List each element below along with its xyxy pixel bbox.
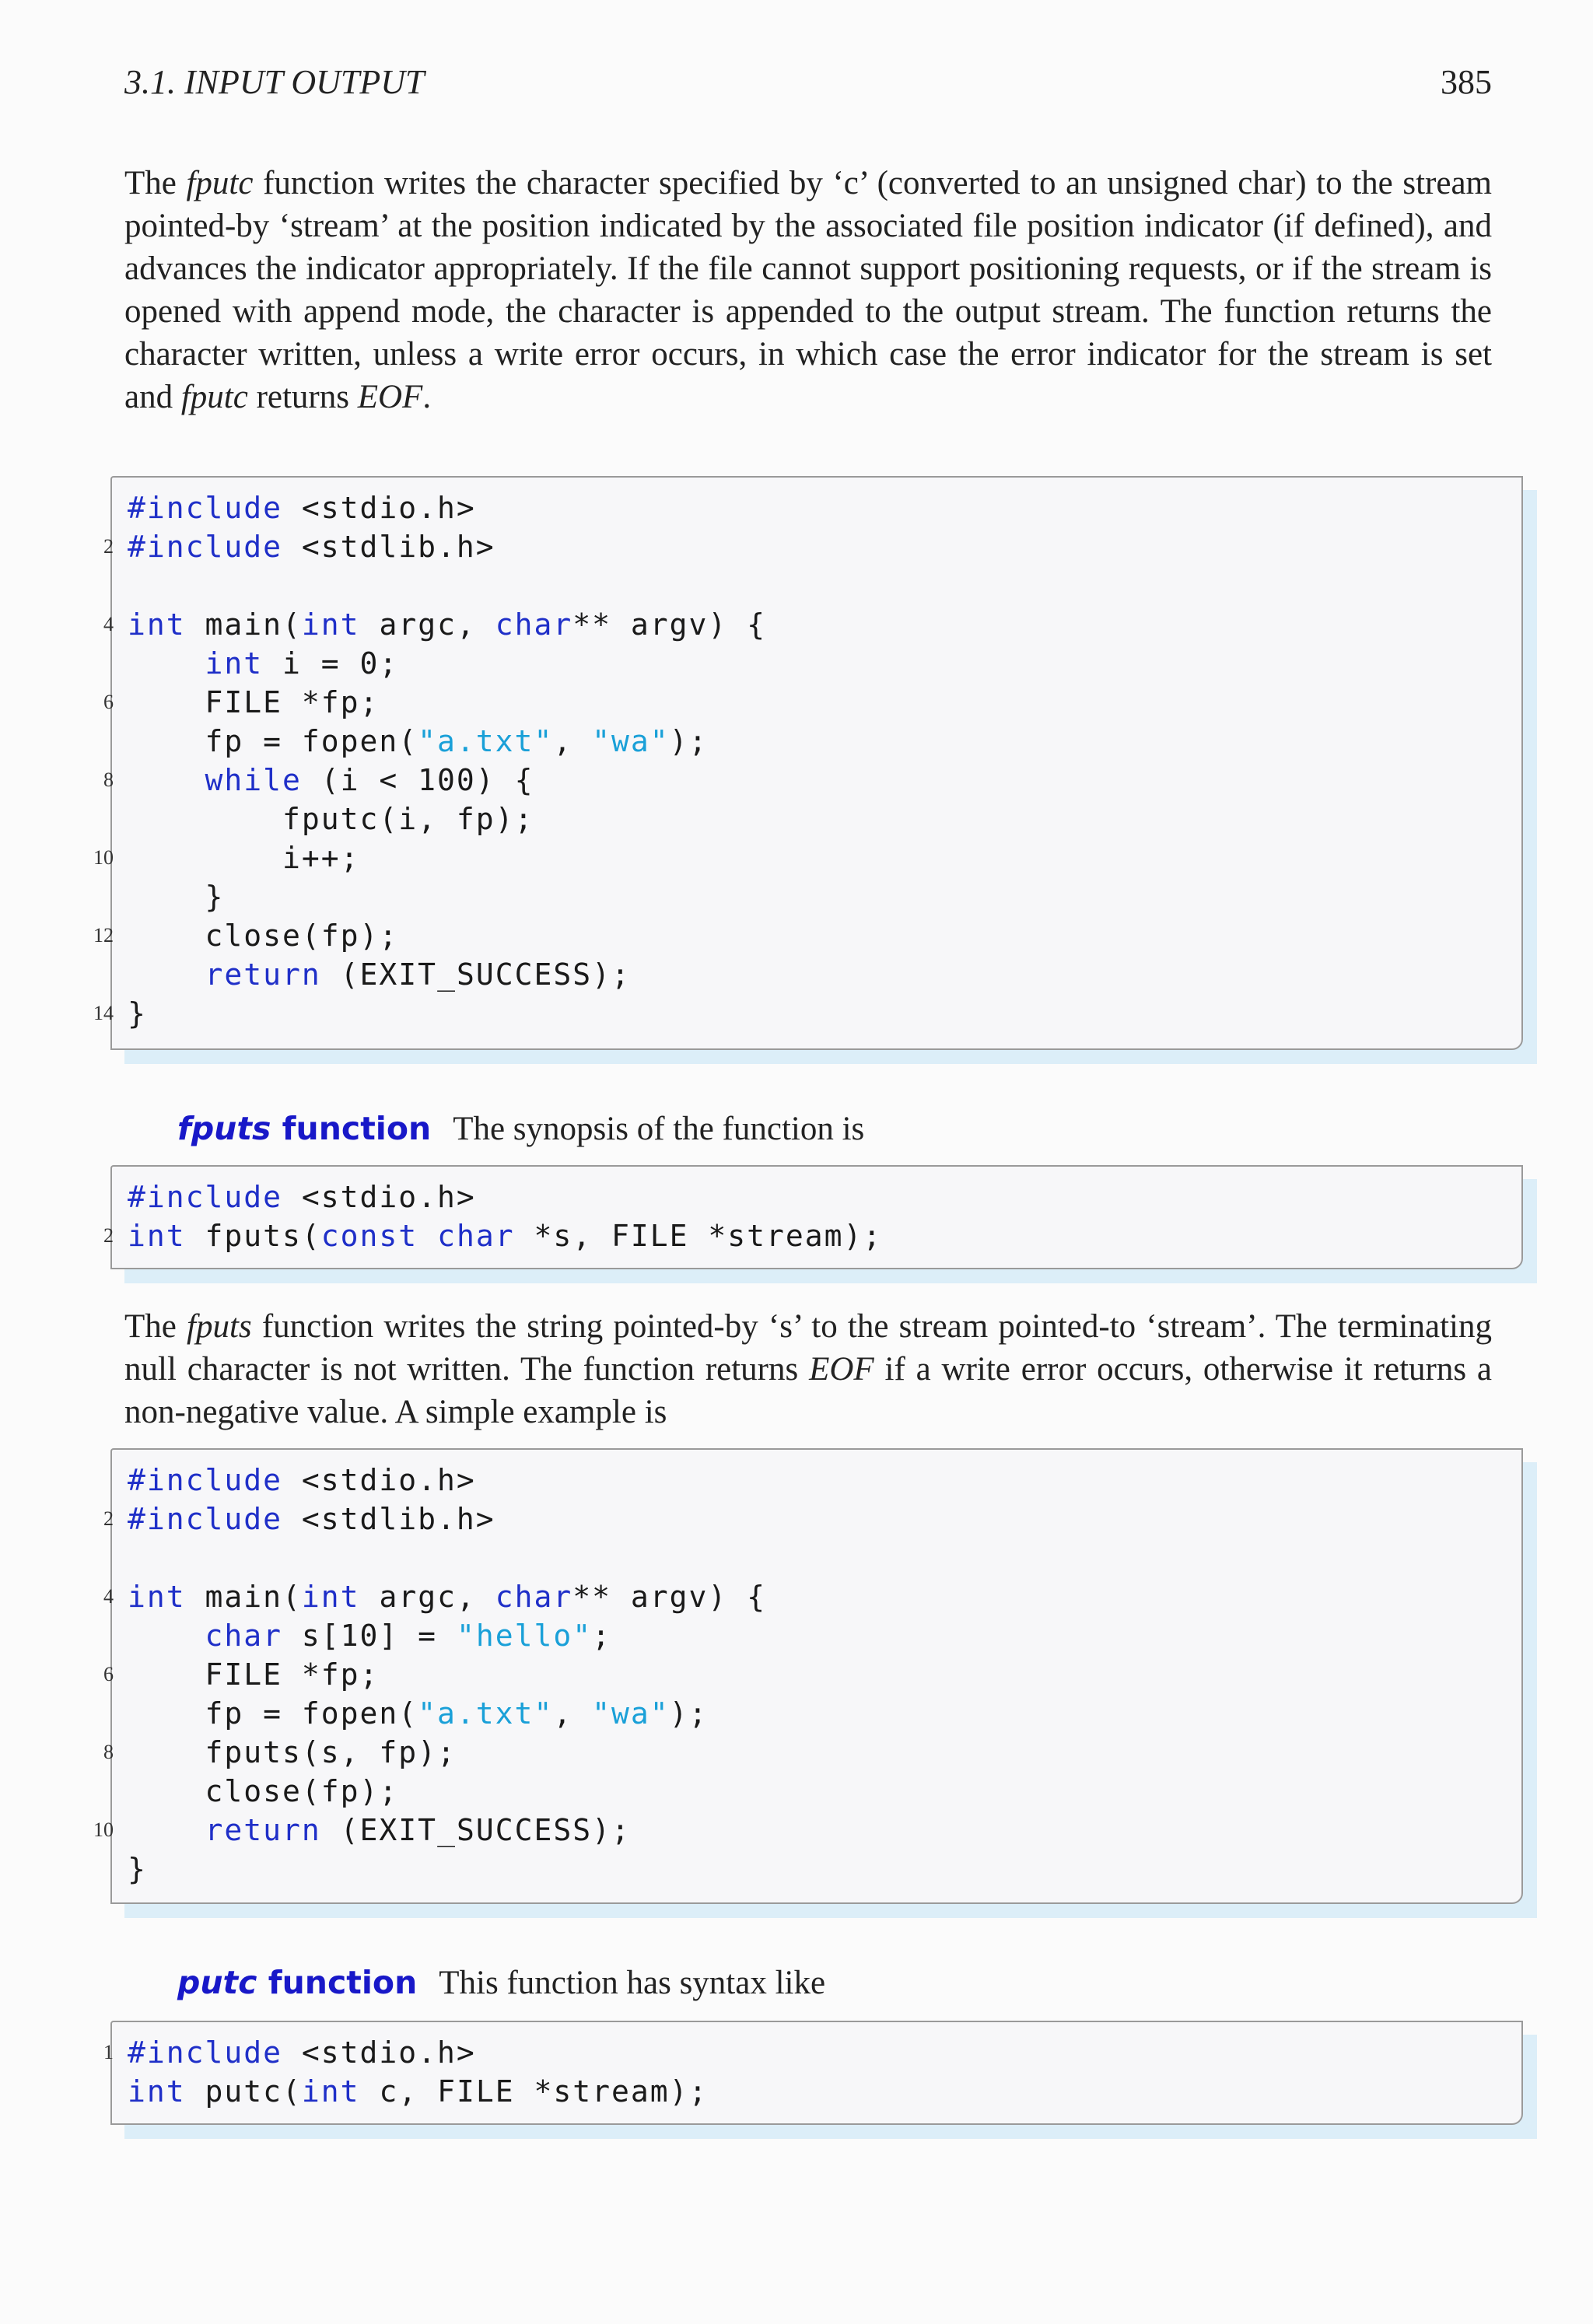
italic-term: fputc	[186, 165, 254, 201]
text-run: if a write error occurs, otherwise it returns a non-negative value. A simple example is	[124, 1351, 1492, 1430]
code-lines	[93, 488, 1521, 1033]
code-text: fputs(s, fp);	[128, 1735, 457, 1769]
code-keyword: char	[495, 1580, 573, 1614]
code-string: "wa"	[592, 724, 670, 758]
code-text: close(fp);	[128, 919, 399, 953]
code-line	[128, 1850, 1521, 1888]
code-listing-fputs-example	[93, 1448, 1523, 1904]
italic-term: EOF	[357, 379, 423, 415]
line-number: 2	[103, 1507, 114, 1530]
code-line	[103, 761, 1521, 800]
code-text: }	[128, 880, 225, 914]
code-text: argc,	[359, 1580, 495, 1614]
code-text: argc,	[359, 607, 495, 642]
code-line	[103, 2033, 1521, 2072]
text-run: The	[124, 1308, 187, 1345]
line-number: 2	[103, 1224, 114, 1247]
code-line	[128, 1178, 1521, 1216]
code-text: <stdlib.h>	[282, 530, 495, 564]
code-keyword: int	[128, 1219, 186, 1253]
code-keyword: int	[301, 2074, 360, 2109]
code-string: "hello"	[456, 1619, 593, 1653]
code-line	[93, 994, 1521, 1033]
code-text: (i < 100) {	[301, 763, 534, 797]
text-run: returns	[247, 379, 358, 415]
code-line	[128, 722, 1521, 761]
text-run: function writes the string pointed-by ‘s’ to the stream pointed-to ‘stream’. The terminating null character is not written. The function returns	[124, 1308, 1492, 1388]
code-text: ** argv) {	[572, 1580, 767, 1614]
code-text	[128, 1619, 205, 1653]
code-line	[128, 2072, 1521, 2111]
code-line	[128, 955, 1521, 994]
text-run: function writes the character specified by ‘c’ (converted to an unsigned char) to the stream pointed-by ‘stream’ at the position indicated by the associated file position indicator (if defined), and advances the indicator appropriately. If the file cannot support positioning requests, or if the stream is opened with append mode, the character is appended to the output stream. The function returns the character written, unless a write error occurs, in which case the error indicator for the stream is set and	[124, 165, 1492, 415]
code-keyword: int	[128, 607, 186, 642]
code-line	[128, 1616, 1521, 1655]
code-keyword: #include	[128, 1502, 283, 1536]
code-listing-putc-synopsis	[103, 2021, 1523, 2125]
code-line	[128, 566, 1521, 605]
code-string: "wa"	[592, 1696, 670, 1731]
code-keyword: const char	[320, 1219, 515, 1253]
italic-term: EOF	[809, 1351, 874, 1388]
code-text: s[10] =	[282, 1619, 457, 1653]
code-text: (EXIT_SUCCESS);	[320, 957, 631, 992]
code-line	[128, 800, 1521, 838]
code-keyword: int	[301, 1580, 360, 1614]
code-text	[128, 646, 205, 681]
code-text: ,	[553, 1696, 593, 1731]
code-keyword: char	[495, 607, 573, 642]
line-number: 14	[93, 1002, 114, 1024]
code-text: main(	[185, 607, 302, 642]
line-number: 4	[103, 1585, 114, 1608]
code-text	[128, 957, 205, 992]
code-keyword: int	[128, 2074, 186, 2109]
code-line	[103, 1500, 1521, 1538]
code-line	[103, 1577, 1521, 1616]
putc-intro-text: This function has syntax like	[439, 1965, 826, 2001]
fputc-description	[124, 162, 1492, 418]
code-line	[128, 488, 1521, 527]
text-run: .	[422, 379, 432, 415]
code-text: close(fp);	[128, 1774, 399, 1808]
code-keyword: int	[301, 607, 360, 642]
code-lines	[103, 2033, 1521, 2111]
code-text: ,	[553, 724, 593, 758]
code-keyword: char	[205, 1619, 283, 1653]
code-line	[93, 838, 1521, 877]
code-text	[128, 1813, 205, 1847]
code-text: <stdio.h>	[282, 1180, 476, 1214]
code-lines	[103, 1178, 1521, 1255]
line-number: 10	[93, 846, 114, 869]
fputs-intro-text: The synopsis of the function is	[453, 1111, 865, 1147]
section-title: 3.1. INPUT OUTPUT	[124, 63, 425, 101]
code-text: fp = fopen(	[128, 724, 418, 758]
italic-term: fputc	[180, 379, 248, 415]
code-keyword: #include	[128, 1463, 283, 1497]
code-text: }	[128, 996, 147, 1031]
code-line	[93, 1811, 1521, 1850]
fputs-keyword: fputs function	[177, 1110, 432, 1147]
code-text: fputc(i, fp);	[128, 802, 534, 836]
code-text: ** argv) {	[572, 607, 767, 642]
code-line	[103, 527, 1521, 566]
code-lines	[93, 1461, 1521, 1888]
code-box	[103, 2021, 1523, 2125]
code-line	[103, 1733, 1521, 1772]
putc-keyword: putc function	[177, 1964, 418, 2001]
page-number: 385	[1441, 63, 1492, 101]
text-run: The	[124, 165, 187, 201]
code-keyword: #include	[128, 530, 283, 564]
code-text: *s, FILE *stream);	[514, 1219, 883, 1253]
line-number: 6	[103, 1663, 114, 1685]
code-text: putc(	[185, 2074, 302, 2109]
code-line	[128, 1772, 1521, 1811]
code-box	[93, 476, 1523, 1050]
running-header	[124, 62, 1492, 109]
code-text: <stdio.h>	[282, 491, 476, 525]
code-string: "a.txt"	[418, 724, 554, 758]
code-text: }	[128, 1852, 147, 1886]
line-number: 2	[103, 535, 114, 558]
fputs-subheading	[177, 1108, 864, 1150]
code-text: <stdio.h>	[282, 2035, 476, 2070]
code-line	[128, 877, 1521, 916]
code-line	[93, 916, 1521, 955]
code-line	[128, 1538, 1521, 1577]
line-number: 8	[103, 768, 114, 791]
line-number: 4	[103, 613, 114, 635]
code-line	[103, 1216, 1521, 1255]
code-keyword: return	[205, 957, 321, 992]
line-number: 12	[93, 924, 114, 947]
code-box	[103, 1165, 1523, 1269]
code-text: c, FILE *stream);	[359, 2074, 709, 2109]
code-line	[103, 1655, 1521, 1694]
code-keyword: int	[128, 1580, 186, 1614]
code-text: i = 0;	[263, 646, 399, 681]
code-text: );	[669, 724, 709, 758]
code-text: fputs(	[185, 1219, 321, 1253]
code-line	[103, 683, 1521, 722]
code-text: <stdio.h>	[282, 1463, 476, 1497]
code-keyword: while	[205, 763, 302, 797]
italic-term: fputs	[187, 1308, 252, 1345]
code-text: FILE *fp;	[128, 1657, 380, 1692]
code-text: (EXIT_SUCCESS);	[320, 1813, 631, 1847]
code-text	[128, 763, 205, 797]
fputs-description	[124, 1305, 1492, 1433]
code-line	[103, 605, 1521, 644]
code-text: i++;	[128, 841, 360, 875]
line-number: 8	[103, 1741, 114, 1763]
code-listing-fputc-example	[93, 476, 1523, 1050]
line-number: 10	[93, 1818, 114, 1841]
code-text: );	[669, 1696, 709, 1731]
code-keyword: return	[205, 1813, 321, 1847]
code-box	[93, 1448, 1523, 1904]
line-number: 6	[103, 691, 114, 713]
putc-subheading	[177, 1962, 825, 2004]
code-string: "a.txt"	[418, 1696, 554, 1731]
line-number: 1	[103, 2041, 114, 2063]
code-text: FILE *fp;	[128, 685, 380, 719]
code-line	[128, 1461, 1521, 1500]
code-text: ;	[592, 1619, 611, 1653]
code-keyword: #include	[128, 1180, 283, 1214]
code-text: main(	[185, 1580, 302, 1614]
code-line	[128, 1694, 1521, 1733]
code-keyword: #include	[128, 491, 283, 525]
code-listing-fputs-synopsis	[103, 1165, 1523, 1269]
code-text: fp = fopen(	[128, 1696, 418, 1731]
code-text: <stdlib.h>	[282, 1502, 495, 1536]
code-keyword: #include	[128, 2035, 283, 2070]
code-line	[128, 644, 1521, 683]
code-keyword: int	[205, 646, 264, 681]
